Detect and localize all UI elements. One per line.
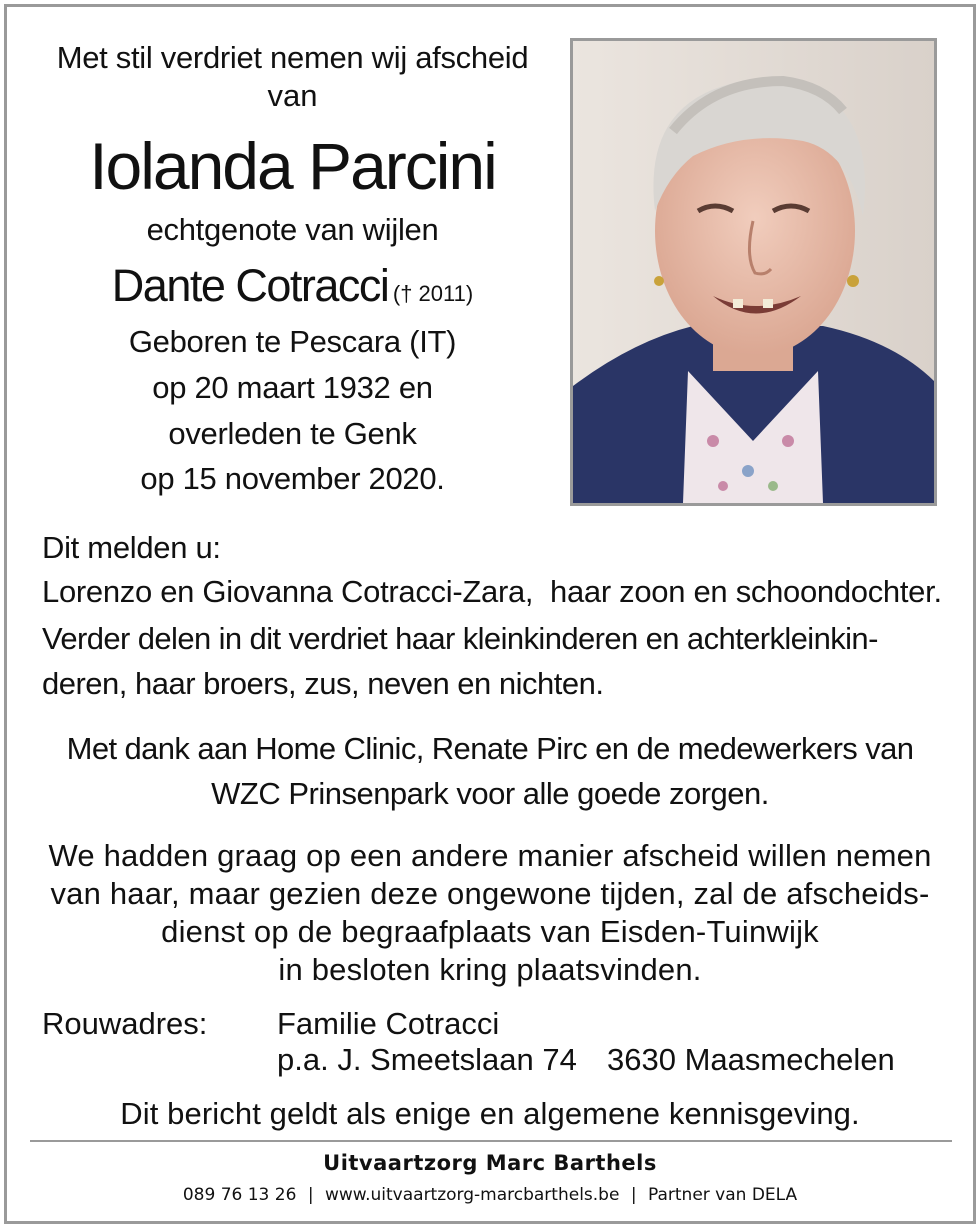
- address-family: Familie Cotracci: [277, 1006, 500, 1041]
- ceremony-line-2: van haar, maar gezien deze ongewone tijden, zal de afscheids-: [50, 876, 930, 911]
- funeral-company-name: Uitvaartzorg Marc Barthels: [323, 1151, 657, 1175]
- died-line-2: op 15 november 2020.: [140, 461, 445, 496]
- footer-website[interactable]: www.uitvaartzorg-marcbarthels.be: [324, 1185, 620, 1205]
- thanks-line-1: Met dank aan Home Clinic, Renate Pirc en de medewerkers van: [66, 731, 914, 766]
- spouse-death-year: († 2011): [392, 281, 474, 306]
- family-names: Lorenzo en Giovanna Cotracci-Zara,: [42, 574, 534, 609]
- address-city: 3630 Maasmechelen: [607, 1042, 895, 1077]
- footer-contact: [20, 1185, 960, 1205]
- footer-separator: |: [307, 1185, 314, 1205]
- footer-phone: 089 76 13 26: [182, 1185, 297, 1205]
- intro-line-2: van: [267, 78, 318, 113]
- spouse-intro: echtgenote van wijlen: [146, 212, 439, 247]
- ceremony-line-4: in besloten kring plaatsvinden.: [278, 952, 702, 987]
- spouse-name: Dante Cotracci: [111, 260, 389, 311]
- deceased-name: Iolanda Parcini: [89, 129, 496, 203]
- announce-intro: Dit melden u:: [42, 530, 221, 565]
- intro-line-1: Met stil verdriet nemen wij afscheid: [56, 40, 529, 75]
- portrait-icon: [573, 41, 934, 503]
- died-line-1: overleden te Genk: [168, 416, 417, 451]
- footer-separator: |: [630, 1185, 637, 1205]
- born-line-2: op 20 maart 1932 en: [152, 370, 433, 405]
- announce-line-2: Verder delen in dit verdriet haar kleinkinderen en achterkleinkin-: [42, 621, 878, 656]
- address-street: p.a. J. Smeetslaan 74: [277, 1042, 577, 1077]
- announce-line-3: deren, haar broers, zus, neven en nichten.: [42, 666, 604, 701]
- address-label: Rouwadres:: [42, 1006, 208, 1041]
- footer-partner: Partner van DELA: [647, 1185, 798, 1205]
- notice-text: Dit bericht geldt als enige en algemene kennisgeving.: [120, 1096, 860, 1131]
- thanks-line-2: WZC Prinsenpark voor alle goede zorgen.: [211, 776, 769, 811]
- born-line-1: Geboren te Pescara (IT): [128, 324, 457, 359]
- ceremony-line-1: We hadden graag op een andere manier afscheid willen nemen: [48, 838, 932, 873]
- spouse-line: [20, 260, 565, 312]
- ceremony-line-3: dienst op de begraafplaats van Eisden-Tuinwijk: [161, 914, 819, 949]
- portrait-photo: [570, 38, 937, 506]
- footer-divider: [30, 1140, 952, 1142]
- family-relation: haar zoon en schoondochter.: [550, 574, 942, 609]
